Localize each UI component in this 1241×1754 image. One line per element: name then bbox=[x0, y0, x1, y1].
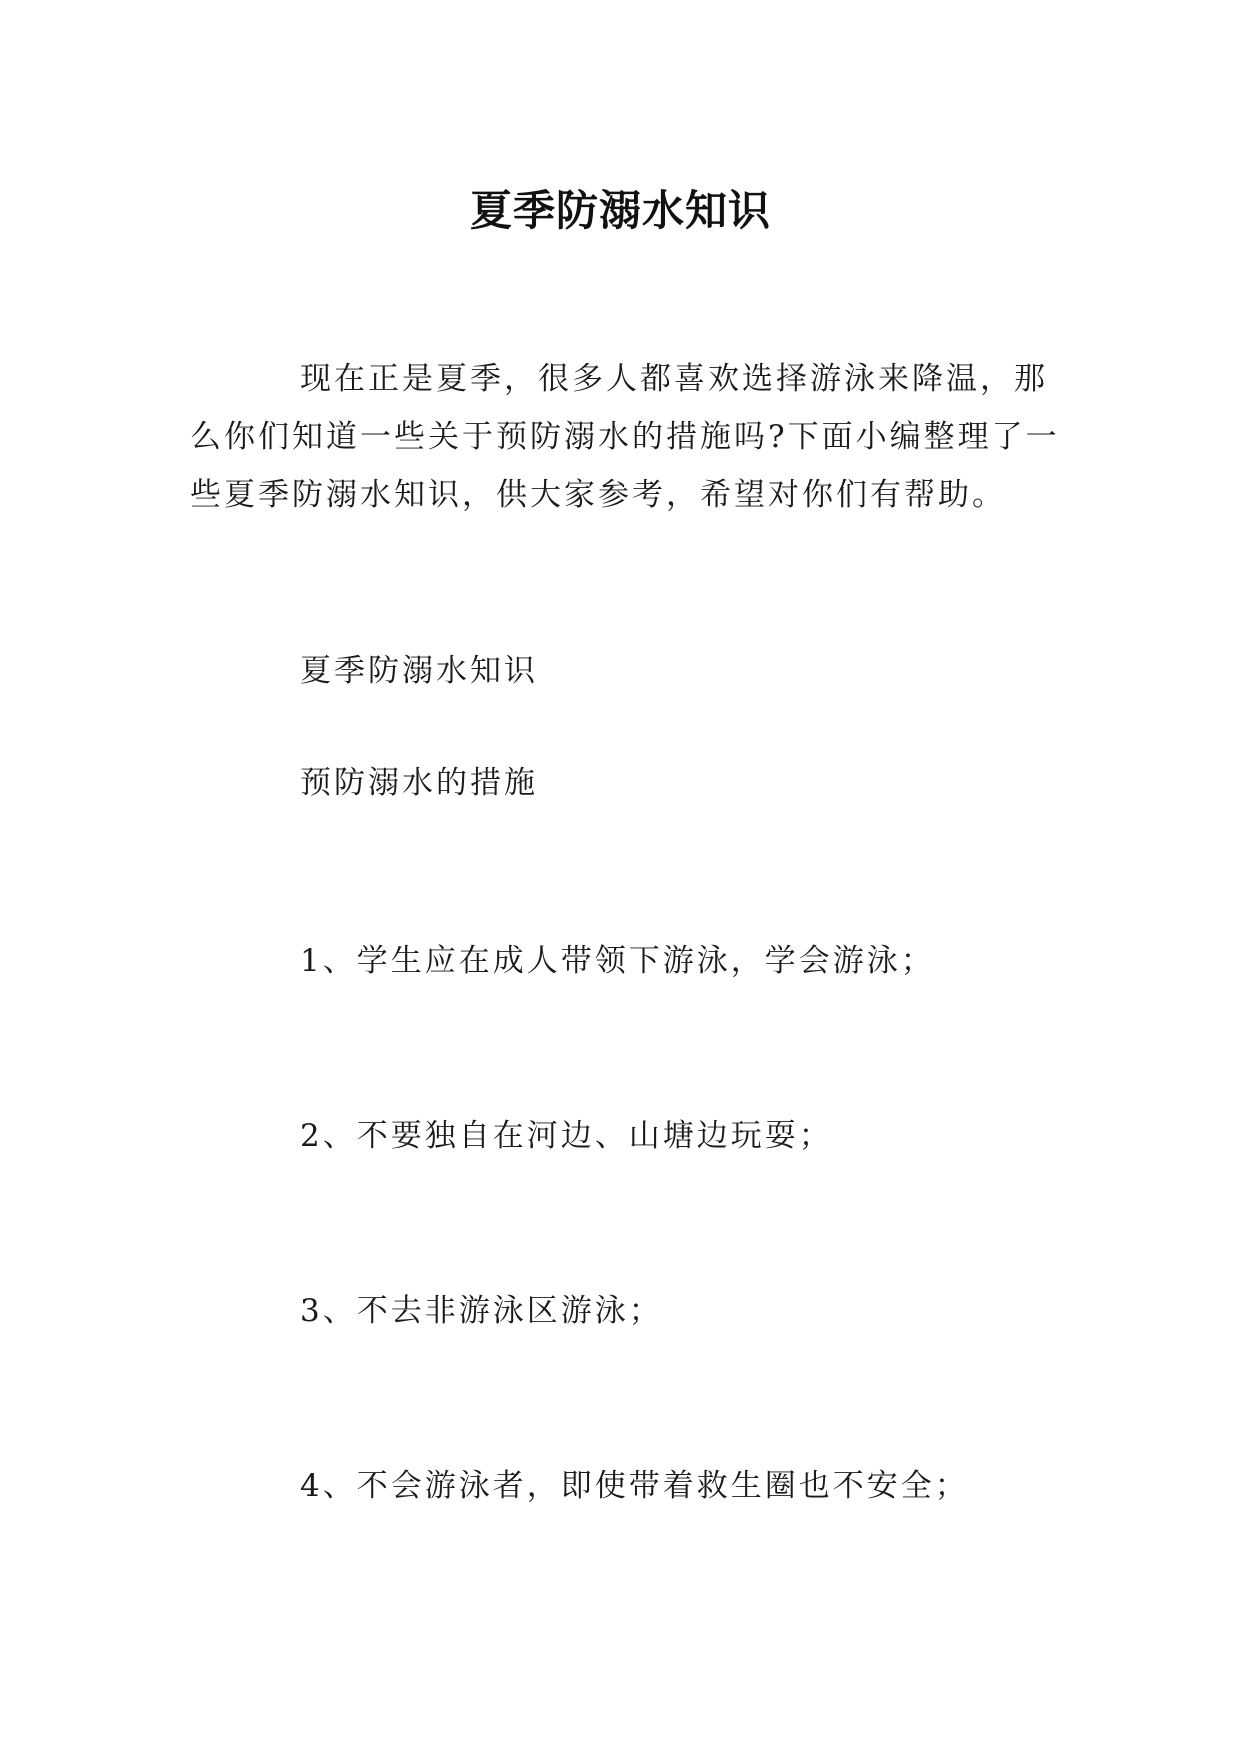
list-item: 3、不去非游泳区游泳； bbox=[300, 1293, 663, 1329]
document-title: 夏季防溺水知识 bbox=[469, 186, 771, 236]
list-item: 2、不要独自在河边、山塘边玩耍； bbox=[300, 1118, 833, 1154]
list-item: 1、学生应在成人带领下游泳，学会游泳； bbox=[300, 943, 935, 979]
list-item: 4、不会游泳者，即使带着救生圈也不安全； bbox=[300, 1468, 969, 1504]
section-heading: 夏季防溺水知识 bbox=[300, 653, 538, 689]
intro-paragraph: 现在正是夏季，很多人都喜欢选择游泳来降温，那么你们知道一些关于预防溺水的措施吗?下面小编整理了一些夏季防溺水知识，供大家参考，希望对你们有帮助。 bbox=[190, 361, 1060, 513]
subheading: 预防溺水的措施 bbox=[300, 765, 538, 801]
